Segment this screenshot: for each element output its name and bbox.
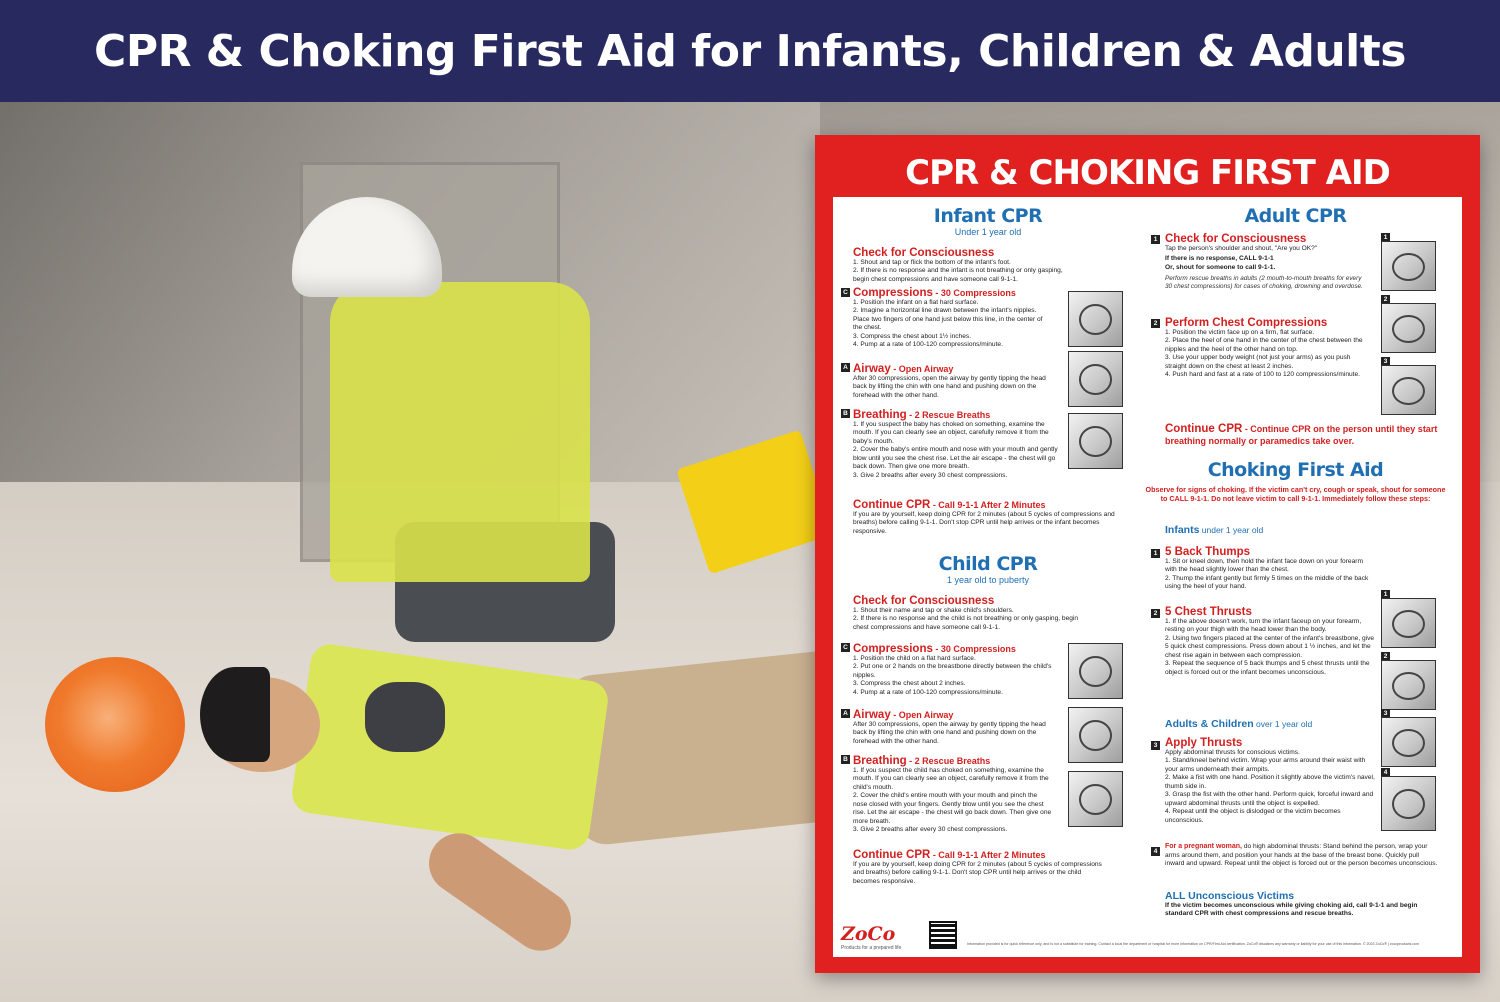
infant-cpr-heading: Infant CPR — [933, 205, 1043, 227]
choking-adults-title: Adults & Children — [1165, 718, 1254, 730]
infant-airway-title: Airway — [853, 363, 891, 375]
adult-check-illustration — [1381, 241, 1436, 291]
infant-breathing-illustration — [1068, 413, 1123, 469]
chest-thrusts-body: 1. If the above doesn't work, turn the infant faceup on your forearm, resting on your thigh with the head lower than the body. 2. Using two fingers placed at the center of the infant's breastbone, give 5 quick chest compressions. Press down about 1 ½ inches, and let the chest rise again in between each compression. 3. Repeat the sequence of 5 back thumps and 5 chest thrusts until the object is forced out or the infant becomes unconscious. — [1165, 618, 1375, 676]
infant-comp-body: 1. Position the infant on a flat hard surface. 2. Imagine a horizontal line drawn between the infant's nipples. Place two fingers of one hand just below this line, in the center of the chest. 3. Compress the chest about 1½ inches. 4. Pump at a rate of 100-120 compressions/minute. — [853, 299, 1043, 349]
adult-step-1-badge: 1 — [1151, 235, 1160, 244]
infant-continue-body: If you are by yourself, keep doing CPR for 2 minutes (about 5 cycles of compressions and breaths) before calling 9-1-1. Don't stop CPR until help arrives or the infant becomes responsive. — [853, 511, 1115, 535]
child-step-b-badge: B — [841, 755, 850, 764]
qr-code — [929, 921, 957, 949]
chest-thrusts-title: 5 Chest Thrusts — [1165, 606, 1252, 618]
child-continue-suffix: - Call 9-1-1 After 2 Minutes — [930, 850, 1046, 860]
unconscious-title: ALL Unconscious Victims — [1165, 890, 1295, 902]
child-comp-body: 1. Position the child on a flat hard surface. 2. Put one or 2 hands on the breastbone directly between the child's nipples. 3. Compress the chest about 2 inches. 4. Pump at a rate of 100-120 compressions/minute. — [853, 655, 1052, 696]
infant-compression-illustration — [1068, 291, 1123, 347]
child-check-body: 1. Shout their name and tap or shake child's shoulders. 2. If there is no response and the child is not breathing or only gasping, begin chest compressions and have someone call 9-1-1. — [853, 607, 1079, 631]
infant-breath-title: Breathing — [853, 409, 907, 421]
choking-note: Observe for signs of choking. If the victim can't cry, cough or speak, shout for someone to CALL 9-1-1. Do not leave victim to call 9-1-1. Immediately follow these steps: — [1145, 485, 1446, 503]
logo-tagline: Products for a prepared life — [841, 945, 902, 951]
logo-text: ZoCo — [841, 923, 896, 945]
child-comp-title: Compressions — [853, 643, 933, 655]
step-b-badge: B — [841, 409, 850, 418]
back-thumps-title: 5 Back Thumps — [1165, 546, 1250, 558]
choking-infants-title: Infants — [1165, 524, 1200, 536]
infant-comp-suffix: - 30 Compressions — [932, 288, 1016, 298]
pregnant-thrust-illustration — [1381, 776, 1436, 831]
child-comp-suffix: - 30 Compressions — [932, 644, 1016, 654]
child-step-c-badge: C — [841, 643, 850, 652]
adult-illus-1-badge: 1 — [1381, 233, 1390, 242]
adult-cpr-heading: Adult CPR — [1244, 205, 1347, 227]
adult-continue-suffix: - Continue CPR on the person until they start breathing normally or paramedics take over. — [1165, 424, 1438, 446]
infant-breath-body: 1. If you suspect the baby has choked on something, examine the mouth. If you can clearly see an object, carefully remove it from the baby's mouth. 2. Cover the baby's entire mouth and nose with your mouth and gently blow until you see the chest rise. Let the air escape - the chest will go back down. Then give one more breath. 3. Give 2 breaths after every 30 chest compressions. — [853, 421, 1058, 479]
photo-orange-hardhat — [45, 657, 185, 792]
child-continue-body: If you are by yourself, keep doing CPR for 2 minutes (about 5 cycles of compressions and breaths) before calling 9-1-1. Don't stop CPR until help arrives or the child becomes responsive. — [853, 861, 1102, 885]
child-breathing-illustration — [1068, 771, 1123, 827]
poster-title: CPR & CHOKING FIRST AID — [905, 153, 1390, 193]
infant-airway-suffix: - Open Airway — [890, 364, 954, 374]
first-aid-poster — [815, 135, 1480, 973]
infant-airway-body: After 30 compressions, open the airway by gently tipping the head back by lifting the chin with one hand and pushing down on the forehead with the other hand. — [853, 375, 1046, 399]
banner-title: CPR & Choking First Aid for Infants, Children & Adults — [94, 25, 1406, 77]
choking-illus-3-badge: 3 — [1381, 709, 1390, 718]
infant-cpr-subheading: Under 1 year old — [954, 227, 1022, 237]
adult-illus-3-badge: 3 — [1381, 357, 1390, 366]
pregnant-lead: For a pregnant woman, — [1165, 843, 1243, 850]
infant-comp-title: Compressions — [853, 287, 933, 299]
adult-continue-title: Continue CPR — [1165, 423, 1243, 435]
adult-abdominal-thrust-illustration — [1381, 717, 1436, 767]
choking-illus-1-badge: 1 — [1381, 590, 1390, 599]
adult-chest-illustration — [1381, 303, 1436, 353]
back-thumps-body: 1. Sit or kneel down, then hold the infant face down on your forearm with the head slightly lower than the chest. 2. Thump the infant gently but firmly 5 times on the middle of the back using the heel of your hand. — [1165, 558, 1369, 591]
zoco-logo — [841, 923, 911, 951]
choking-step-3-badge: 3 — [1151, 741, 1160, 750]
choking-infants-suffix: under 1 year old — [1199, 525, 1264, 535]
infant-airway-illustration — [1068, 351, 1123, 407]
child-breath-suffix: - 2 Rescue Breaths — [906, 756, 991, 766]
step-a-badge: A — [841, 363, 850, 372]
choking-adults-suffix: over 1 year old — [1253, 719, 1313, 729]
choking-illus-4-badge: 4 — [1381, 768, 1390, 777]
infant-check-body: 1. Shout and tap or flick the bottom of the infant's foot. 2. If there is no response and the infant is not breathing or only gasping, begin chest compressions and have someone call 9-1-1. — [853, 259, 1063, 283]
infant-breath-suffix: - 2 Rescue Breaths — [906, 410, 991, 420]
child-breath-title: Breathing — [853, 755, 907, 767]
infant-continue-suffix: - Call 9-1-1 After 2 Minutes — [930, 500, 1046, 510]
infant-chest-thrust-illustration — [1381, 660, 1436, 710]
adult-check-call: If there is no response, CALL 9-1-1 Or, shout for someone to call 9-1-1. — [1165, 255, 1276, 271]
child-breath-body: 1. If you suspect the child has choked on something, examine the mouth. If you can clearly see an object, carefully remove it from the child's mouth. 2. Cover the child's entire mouth with your mouth and pinch the nose closed with your fingers. Gently blow until you see the chest rise. Let the air escape - the chest will go back down. Then give one more breath. 3. Give 2 breaths after every 30 chest compressions. — [853, 767, 1052, 834]
apply-thrusts-body: Apply abdominal thrusts for conscious victims. 1. Stand/kneel behind victim. Wrap your arms around their waist with your arms underneath their armpits. 2. Make a fist with one hand. Position it slightly above the victim's navel, thumb side in. 3. Grasp the fist with the other hand. Perform quick, forceful inward and upward abdominal thrusts until the object is expelled. 4. Repeat until the object is dislodged or the victim becomes unconscious. — [1165, 749, 1375, 824]
adult-check-body: Tap the person's shoulder and shout, "Are you OK?" — [1165, 245, 1318, 252]
adult-compression-illustration — [1381, 365, 1436, 415]
child-airway-suffix: - Open Airway — [890, 710, 954, 720]
child-airway-illustration — [1068, 707, 1123, 763]
top-banner — [0, 0, 1500, 102]
adult-step-2-badge: 2 — [1151, 319, 1160, 328]
adult-check-title: Check for Consciousness — [1165, 233, 1307, 245]
choking-illus-2-badge: 2 — [1381, 652, 1390, 661]
adult-rescue-breath-note: Perform rescue breaths in adults (2 mouth-to-mouth breaths for every 30 chest compressions) for cases of choking, drowning and overdose. — [1165, 275, 1363, 291]
photo-rescuer-vest — [330, 282, 590, 582]
unconscious-body: If the victim becomes unconscious while giving choking aid, call 9-1-1 and begin standard CPR with chest compressions and rescue breaths. — [1165, 902, 1418, 918]
fine-print: Information provided is for quick reference only, and is not a substitute for training. Contact a local fire department or hospital for more information on CPR/First Aid certification. ZoCo® disclaims any warranty or liability for your use of this information. © 2023 ZoCo® | zocoproducts.com — [967, 942, 1420, 947]
child-cpr-subheading: 1 year old to puberty — [946, 575, 1030, 585]
infant-check-title: Check for Consciousness — [853, 247, 995, 259]
adult-illus-2-badge: 2 — [1381, 295, 1390, 304]
infant-continue-title: Continue CPR — [853, 499, 931, 511]
pregnant-body: do high abdominal thrusts: Stand behind the person, wrap your arms around them, and position your hands at the base of the breast bone. Quickly pull inward and upward. Repeat until the object is forced out or the person becomes unconscious. — [1165, 843, 1438, 868]
choking-step-1-badge: 1 — [1151, 549, 1160, 558]
choking-heading: Choking First Aid — [1207, 459, 1384, 481]
child-step-a-badge: A — [841, 709, 850, 718]
child-compression-illustration — [1068, 643, 1123, 699]
child-airway-body: After 30 compressions, open the airway by gently tipping the head back by lifting the chin with one hand and pushing down on the forehead with the other hand. — [853, 721, 1046, 745]
step-c-badge: C — [841, 288, 850, 297]
choking-step-4-badge: 4 — [1151, 847, 1160, 856]
child-continue-title: Continue CPR — [853, 849, 931, 861]
child-airway-title: Airway — [853, 709, 891, 721]
child-cpr-heading: Child CPR — [938, 553, 1038, 575]
poster-content — [833, 197, 1462, 957]
child-check-title: Check for Consciousness — [853, 595, 995, 607]
adult-chest-title: Perform Chest Compressions — [1165, 317, 1328, 329]
photo-cpr-hands — [365, 682, 445, 752]
adult-chest-body: 1. Position the victim face up on a firm, flat surface. 2. Place the heel of one hand in the center of the chest between the nipples and the heel of the other hand on top. 3. Use your upper body weight (not just your arms) as you push straight down on the chest at least 2 inches. 4. Push hard and fast at a rate of 100 to 120 compressions/minute. — [1165, 329, 1363, 379]
infant-back-thump-illustration — [1381, 598, 1436, 648]
choking-step-2-badge: 2 — [1151, 609, 1160, 618]
photo-victim-hair — [200, 667, 270, 762]
apply-thrusts-title: Apply Thrusts — [1165, 737, 1243, 749]
